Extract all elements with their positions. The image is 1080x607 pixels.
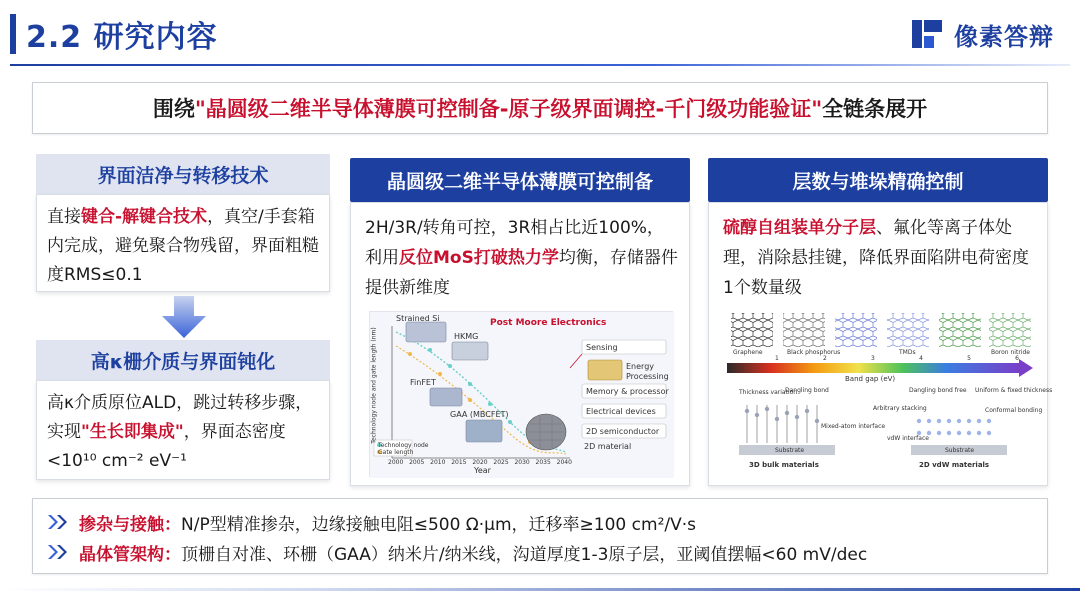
legend-technology-node: Technology node	[378, 442, 429, 449]
transistor-value: 顶栅自对准、环栅（GAA）纳米片/纳米线，沟道厚度1-3原子层，亚阈值摆幅<60 mV/dec	[181, 544, 868, 565]
box-processing: Processing	[626, 372, 669, 381]
x-tick-row: 2000 2005 2010 2015 2020 2025 2030 2035 2040	[388, 459, 572, 466]
doping-key: 掺杂与接触：	[79, 514, 181, 535]
label-uniform-thickness: Uniform & fixed thickness	[975, 387, 1053, 394]
banner-highlight: "晶圆级二维半导体薄膜可控制备-原子级界面调控-千门级功能验证"	[194, 97, 823, 121]
header-divider	[10, 64, 1070, 66]
material-boron-nitride: Boron nitride	[991, 349, 1030, 356]
box-memory: Memory & processor	[586, 387, 669, 396]
label-3d-bulk: 3D bulk materials	[749, 461, 819, 469]
double-chevron-icon	[47, 544, 69, 560]
logo-text: 像素答辩	[954, 22, 1054, 51]
box-sensing: Sensing	[586, 343, 618, 352]
figure-y-label: Technology node and gate length (nm)	[370, 327, 378, 444]
card-interface-cleaning-text: 直接键合-解键合技术，真空/手套箱内完成，避免聚合物残留，界面粗糙度RMS≤0.1	[47, 207, 319, 285]
title-accent-bar	[10, 14, 16, 54]
card-high-k-title: 高κ栅介质与界面钝化	[36, 340, 330, 380]
label-vdw-interface: vdW interface	[887, 435, 929, 442]
banner-text: 围绕"晶圆级二维半导体薄膜可控制备-原子级界面调控-千门级功能验证"全链条展开	[152, 97, 928, 121]
right-column-text: 硫醇自组装单分子层、氟化等离子体处理，消除悬挂键，降低界面陷阱电荷密度1个数量级	[723, 218, 1029, 298]
label-substrate-right: Substrate	[945, 447, 975, 454]
post-moore-figure	[369, 311, 673, 477]
summary-banner	[32, 82, 1048, 134]
label-conformal-bonding: Conformal bonding	[985, 407, 1043, 414]
right-column-title: 层数与堆垛精确控制	[708, 158, 1048, 202]
label-thickness-variation: Thickness variation	[739, 389, 798, 396]
center-column-text: 2H/3R/转角可控，3R相占比近100%，利用反位MoS打破热力学均衡，存储器件提供新维度	[365, 218, 678, 298]
doping-value: N/P型精准掺杂，边缘接触电阻≤500 Ω·μm，迁移率≥100 cm²/V·s	[181, 514, 696, 535]
brand-logo	[910, 14, 1054, 54]
callout-gaa: GAA (MBCFET)	[450, 410, 509, 419]
right-column-body	[708, 202, 1053, 486]
box-2d-semiconductor: 2D semiconductor	[586, 427, 660, 436]
callout-finfet: FinFET	[410, 378, 436, 387]
material-graphene: Graphene	[733, 349, 763, 356]
card-interface-cleaning-title: 界面洁净与转移技术	[36, 154, 330, 194]
logo-mark-icon	[910, 16, 946, 52]
label-arbitrary-stacking: Arbitrary stacking	[873, 405, 927, 412]
down-arrow-icon	[160, 296, 208, 338]
figure-x-label: Year	[474, 466, 491, 475]
box-electrical: Electrical devices	[586, 407, 656, 416]
band-gap-ticks: 0 1 2 3 4 5 6	[727, 355, 1019, 362]
slide-header	[0, 0, 1080, 72]
transistor-key: 晶体管架构：	[79, 544, 181, 565]
slide-title: 2.2 研究内容	[26, 20, 218, 55]
card-interface-cleaning-body	[36, 194, 330, 292]
label-dangling-bond: Dangling bond	[785, 387, 829, 394]
footer-divider	[0, 588, 1080, 591]
material-black-phosphorus: Black phosphorus	[787, 349, 841, 356]
band-gap-figure	[723, 311, 1053, 477]
label-substrate-left: Substrate	[775, 447, 805, 454]
center-column-title: 晶圆级二维半导体薄膜可控制备	[350, 158, 690, 202]
callout-2d-material: 2D material	[584, 442, 632, 451]
band-gap-axis-label: Band gap (eV)	[845, 375, 896, 383]
label-dangling-bond-free: Dangling bond free	[909, 387, 967, 394]
card-high-k-body	[36, 380, 330, 480]
figure-heading: Post Moore Electronics	[490, 318, 607, 328]
material-tmds: TMDs	[899, 349, 916, 356]
center-column-body	[350, 202, 690, 486]
key-point-transistor	[47, 539, 867, 565]
key-point-doping	[47, 509, 696, 535]
legend-gate-length: Gate length	[378, 449, 414, 456]
callout-hkmg: HKMG	[454, 332, 479, 341]
double-chevron-icon	[47, 514, 69, 530]
callout-strained-si: Strained Si	[396, 314, 440, 323]
label-2d-vdw: 2D vdW materials	[919, 461, 990, 469]
box-energy: Energy	[626, 362, 655, 371]
key-points-box	[32, 498, 1048, 574]
label-mixed-atom-interface: Mixed-atom interface	[821, 423, 886, 430]
card-high-k-text: 高κ介质原位ALD，跳过转移步骤，实现"生长即集成"，界面态密度<10¹⁰ cm⁻² eV⁻¹	[47, 393, 313, 471]
